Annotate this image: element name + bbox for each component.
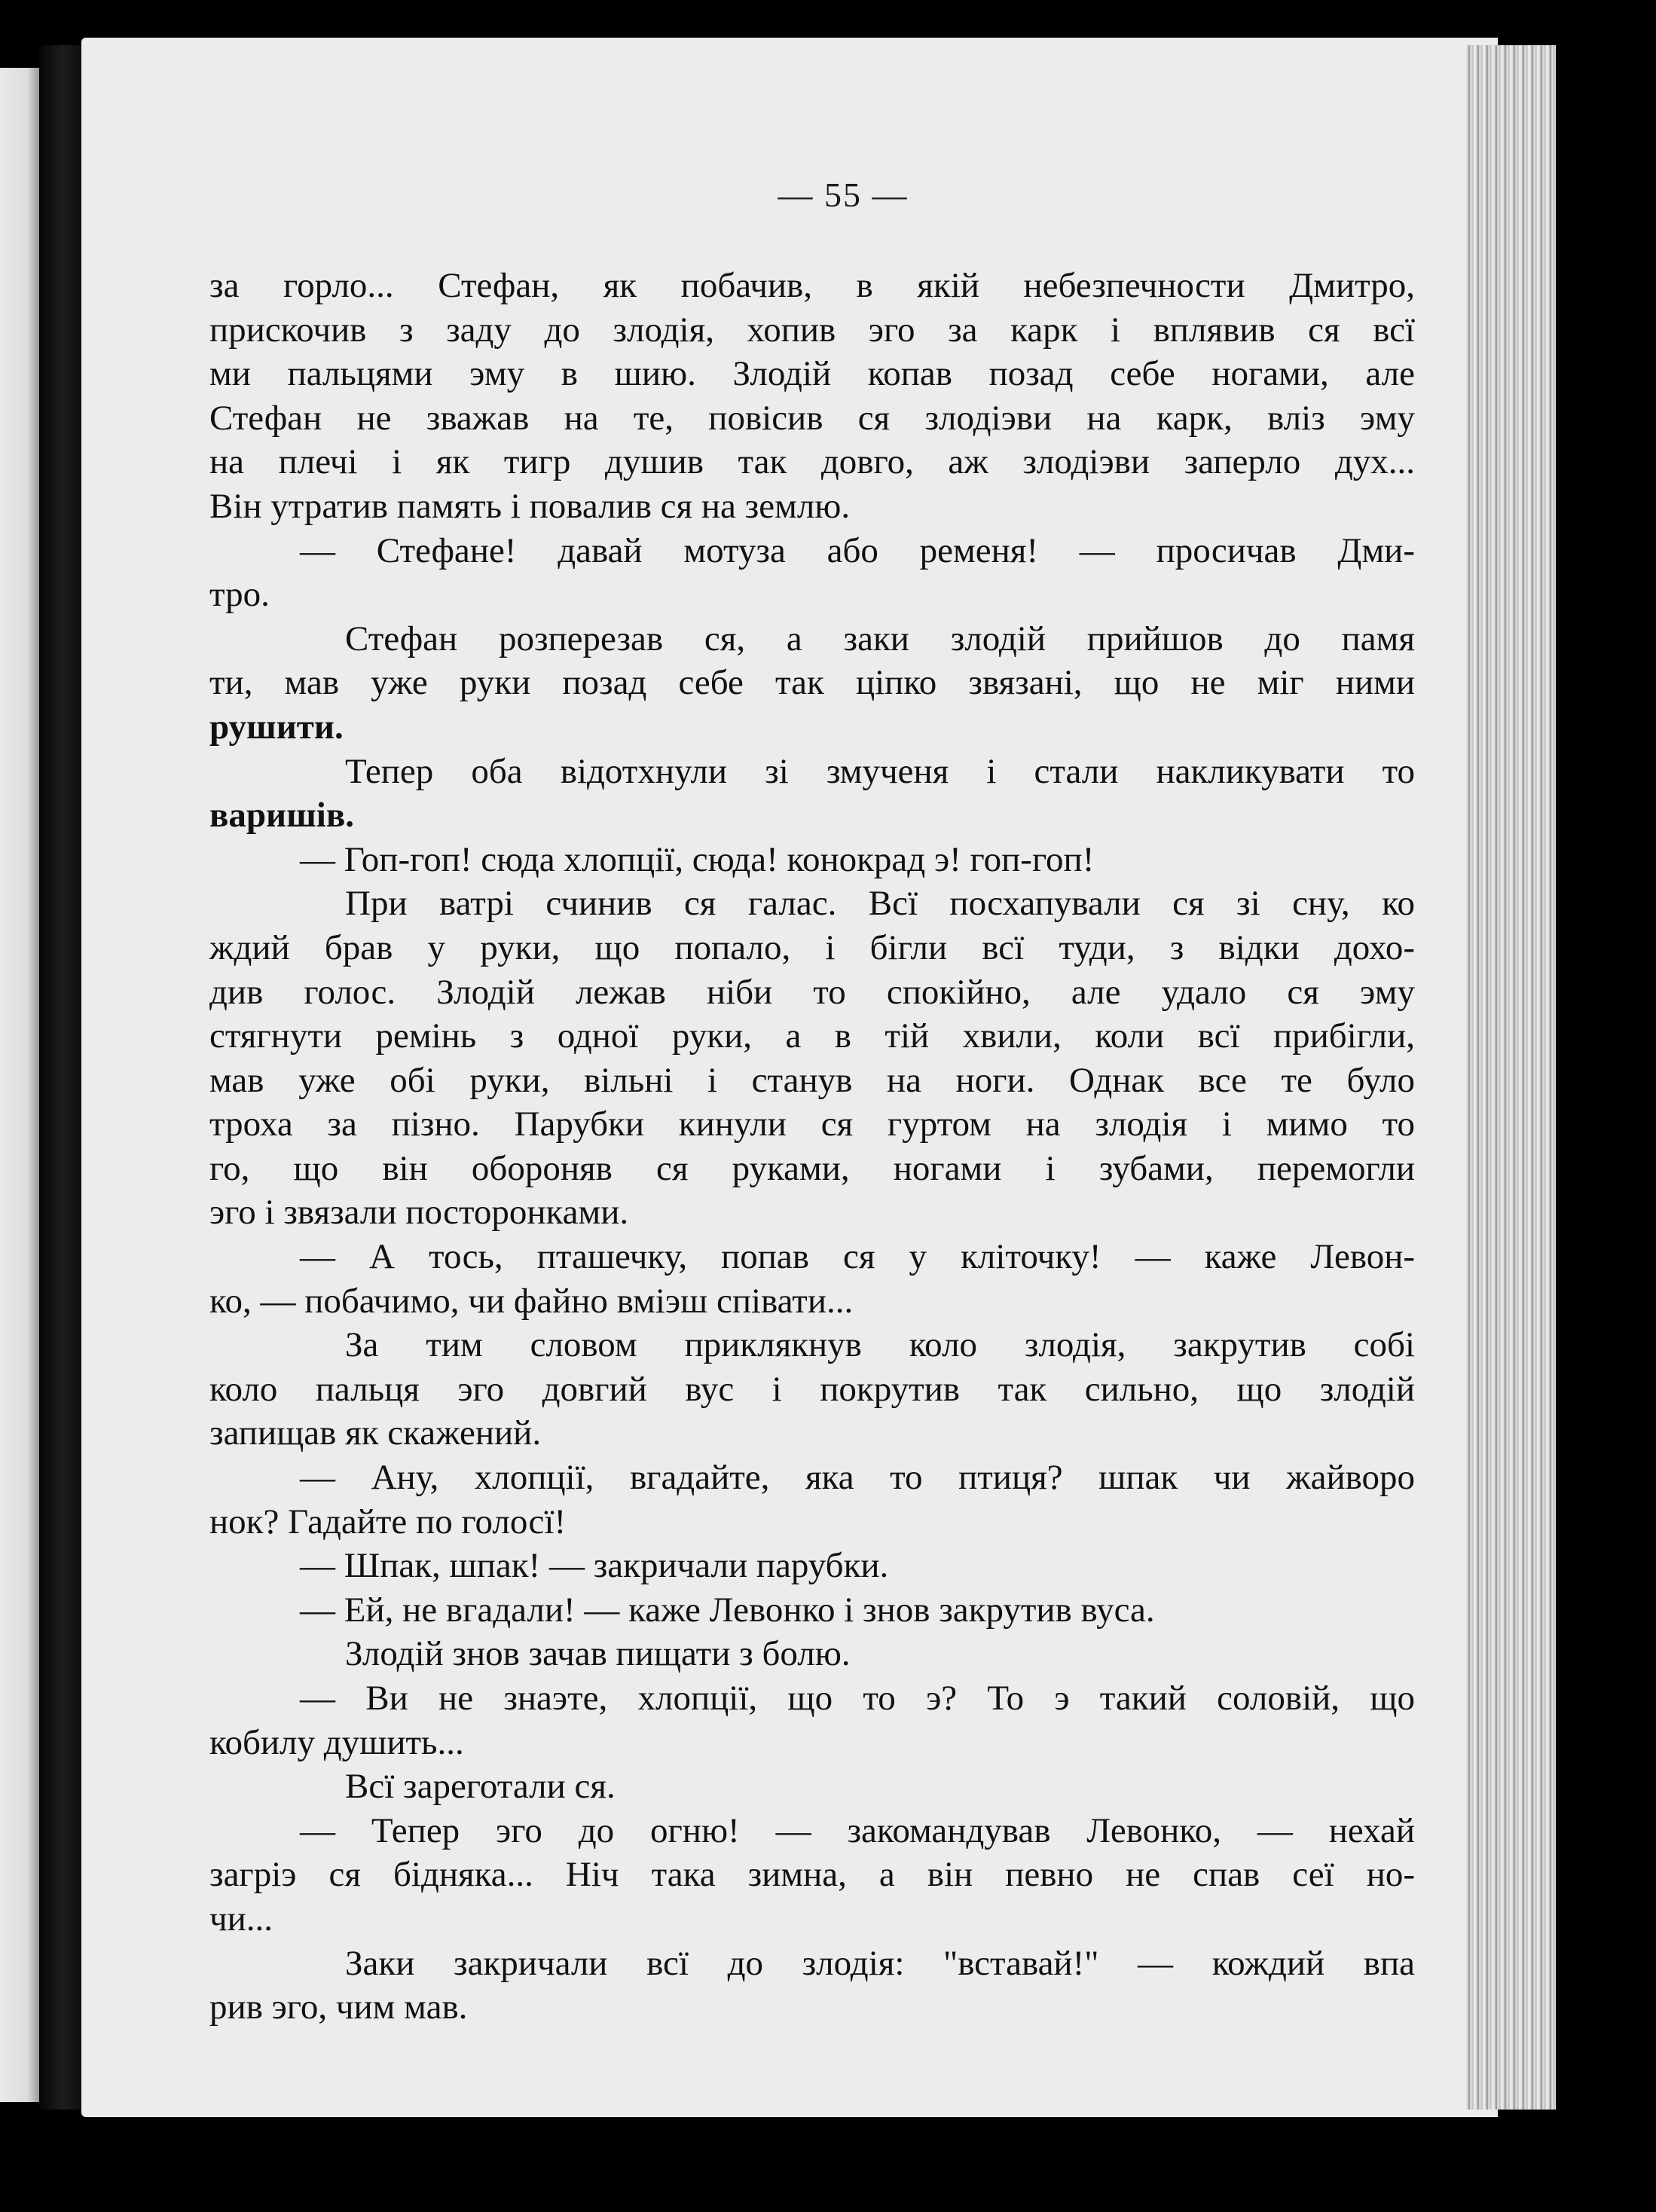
text-line: — Гоп-гоп! сюда хлопції, сюда! конокрад э! гоп-гоп! <box>300 839 1095 879</box>
text-line: За тим словом приклякнув коло злодія, закрутив собі <box>345 1325 1415 1365</box>
text-line: ждий брав у руки, що попало, і бігли всї туди, з відки дохо- <box>209 927 1415 967</box>
text-line: чи... <box>209 1899 273 1939</box>
text-line: — Стефане! давай мотуза або ременя! — просичав Дми- <box>300 530 1415 570</box>
text-line: рив эго, чим мав. <box>209 1987 468 2027</box>
text-line: Заки закричали всї до злодія: "вставай!" — кождий впа <box>345 1943 1415 1983</box>
text-line: за горло... Стефан, як побачив, в якій небезпечности Дмитро, <box>209 266 1415 305</box>
text-line: — А тось, пташечку, попав ся у кліточку! — каже Левон- <box>300 1237 1415 1277</box>
text-line: див голос. Злодій лежав ніби то спокійно, але удало ся эму <box>209 972 1415 1012</box>
text-line: Стефан розперезав ся, а заки злодій прийшов до памя <box>345 619 1415 658</box>
text-line: ти, мав уже руки позад себе так ціпко звязані, що не міг ними <box>209 663 1415 703</box>
text-line: ми пальцями эму в шию. Злодій копав позад себе ногами, але <box>209 354 1415 394</box>
text-line: троха за пізно. Парубки кинули ся гуртом на злодія і мимо то <box>209 1104 1415 1144</box>
text-line: прискочив з заду до злодія, хопив эго за карк і вплявив ся всї <box>209 310 1415 350</box>
text-line: Стефан не зважав на те, повісив ся злодіэви на карк, вліз эму <box>209 398 1415 438</box>
body-text <box>209 264 1415 2030</box>
text-line: мав уже обі руки, вільні і станув на ноги. Однак все те було <box>209 1060 1415 1100</box>
text-line: Тепер оба відотхнули зі змученя і стали накликувати то <box>345 751 1415 791</box>
text-line: нок? Гадайте по голосї! <box>209 1502 567 1541</box>
text-line: на плечі і як тигр душив так довго, аж злодіэви заперло дух... <box>209 442 1415 482</box>
text-line: эго і звязали посторонками. <box>209 1193 629 1233</box>
text-line: — Тепер эго до огню! — закомандував Левонко, — нехай <box>300 1810 1415 1850</box>
text-line: го, що він обороняв ся руками, ногами і зубами, перемогли <box>209 1148 1415 1188</box>
text-line: коло пальця эго довгий вус і покрутив так сильно, що злодій <box>209 1369 1415 1409</box>
text-line: — Ви не знаэте, хлопції, що то э? То э такий соловій, що <box>300 1679 1415 1718</box>
text-line: кобилу душить... <box>209 1722 464 1762</box>
text-line: Злодій знов зачав пищати з болю. <box>345 1634 851 1674</box>
text-line: рушити. <box>209 707 344 747</box>
text-line: — Ану, хлопції, вгадайте, яка то птиця? шпак чи жайворо <box>300 1458 1415 1498</box>
book-binding <box>39 45 86 2110</box>
text-line: Він утратив память і повалив ся на землю. <box>209 486 851 526</box>
text-line: Всї зареготали ся. <box>345 1767 616 1807</box>
text-line: варишів. <box>209 796 354 836</box>
page-number: — 55 — <box>778 176 909 214</box>
text-line: загріэ ся бідняка... Ніч така зимна, а він певно не спав сеї но- <box>209 1855 1415 1895</box>
text-line: тро. <box>209 575 270 615</box>
text-line: — Шпак, шпак! — закричали парубки. <box>300 1546 889 1586</box>
text-line: ко, — побачимо, чи файно вміэш співати... <box>209 1281 854 1321</box>
text-line: — Ей, не вгадали! — каже Левонко і знов закрутив вуса. <box>300 1590 1155 1630</box>
page-edges <box>1465 45 1556 2110</box>
background-shadow <box>1556 0 1656 2212</box>
text-line: При ватрі счинив ся галас. Всї посхапували ся зі сну, ко <box>345 884 1415 924</box>
text-line: стягнути ремінь з одної руки, а в тій хвили, коли всї прибігли, <box>209 1016 1415 1056</box>
text-line: запищав як скажений. <box>209 1413 542 1453</box>
previous-page-edge <box>0 68 39 2102</box>
